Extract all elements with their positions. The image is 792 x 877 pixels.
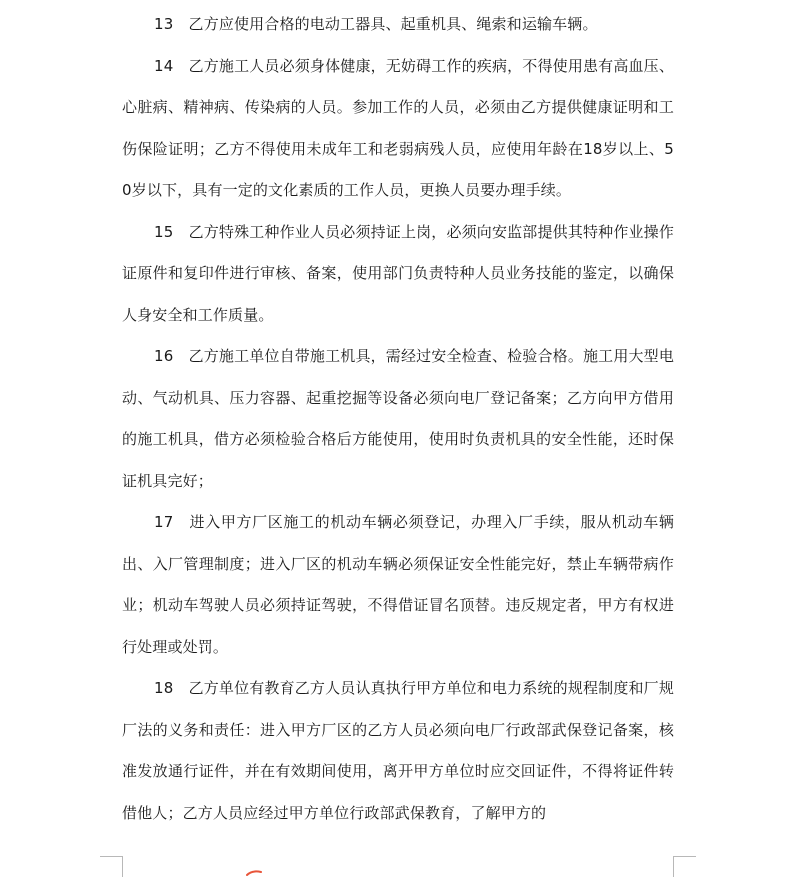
- paragraph-17: [122, 502, 674, 668]
- pen-cursor-icon: [246, 870, 262, 876]
- paragraph-14: [122, 46, 674, 212]
- paragraph-15: [122, 212, 674, 337]
- margin-corner-left-icon: [100, 856, 123, 877]
- paragraph-number: 17: [154, 513, 174, 531]
- pen-cursor-stroke: [247, 871, 261, 875]
- paragraph-13: [122, 4, 674, 46]
- paragraph-number: 14: [154, 56, 174, 75]
- paragraph-text: 乙方单位有教育乙方人员认真执行甲方单位和电力系统的规程制度和厂规厂法的义务和责任：进入甲方厂区的乙方人员必须向电厂行政部武保登记备案，核准发放通行证件，并在有效期间使用，离开甲方单位时应交回证件，不得将证件转借他人；乙方人员应经过甲方单位行政部武保教育，了解甲方的: [122, 679, 674, 822]
- paragraph-text: 乙方施工人员必须身体健康，无妨碍工作的疾病，不得使用患有高血压、心脏病、精神病、传染病的人员。参加工作的人员，必须由乙方提供健康证明和工伤保险证明；乙方不得使用未成年工和老弱病残人员，应使用年龄在18岁以上、50岁以下，具有一定的文化素质的工作人员，更换人员要办理手续。: [122, 56, 674, 199]
- document-body[interactable]: [122, 4, 674, 834]
- paragraph-text: 乙方应使用合格的电动工器具、起重机具、绳索和运输车辆。: [173, 15, 598, 33]
- paragraph-text: 乙方特殊工种作业人员必须持证上岗，必须向安监部提供其特种作业操作证原件和复印件进行审核、备案，使用部门负责特种人员业务技能的鉴定，以确保人身安全和工作质量。: [122, 222, 674, 324]
- paragraph-number: 18: [154, 679, 174, 697]
- paragraph-number: 15: [154, 222, 174, 241]
- margin-corner-right-icon: [673, 856, 696, 877]
- paragraph-text: 进入甲方厂区施工的机动车辆必须登记，办理入厂手续，服从机动车辆出、入厂管理制度；进入厂区的机动车辆必须保证安全性能完好，禁止车辆带病作业；机动车驾驶人员必须持证驾驶，不得借证冒名顶替。违反规定者，甲方有权进行处理或处罚。: [122, 513, 674, 656]
- paragraph-number: 13: [154, 15, 174, 33]
- paragraph-16: [122, 336, 674, 502]
- paragraph-number: 16: [154, 347, 174, 365]
- paragraph-18: [122, 668, 674, 834]
- paragraph-text: 乙方施工单位自带施工机具，需经过安全检查、检验合格。施工用大型电动、气动机具、压力容器、起重挖掘等设备必须向电厂登记备案；乙方向甲方借用的施工机具，借方必须检验合格后方能使用，使用时负责机具的安全性能，还时保证机具完好；: [122, 347, 674, 490]
